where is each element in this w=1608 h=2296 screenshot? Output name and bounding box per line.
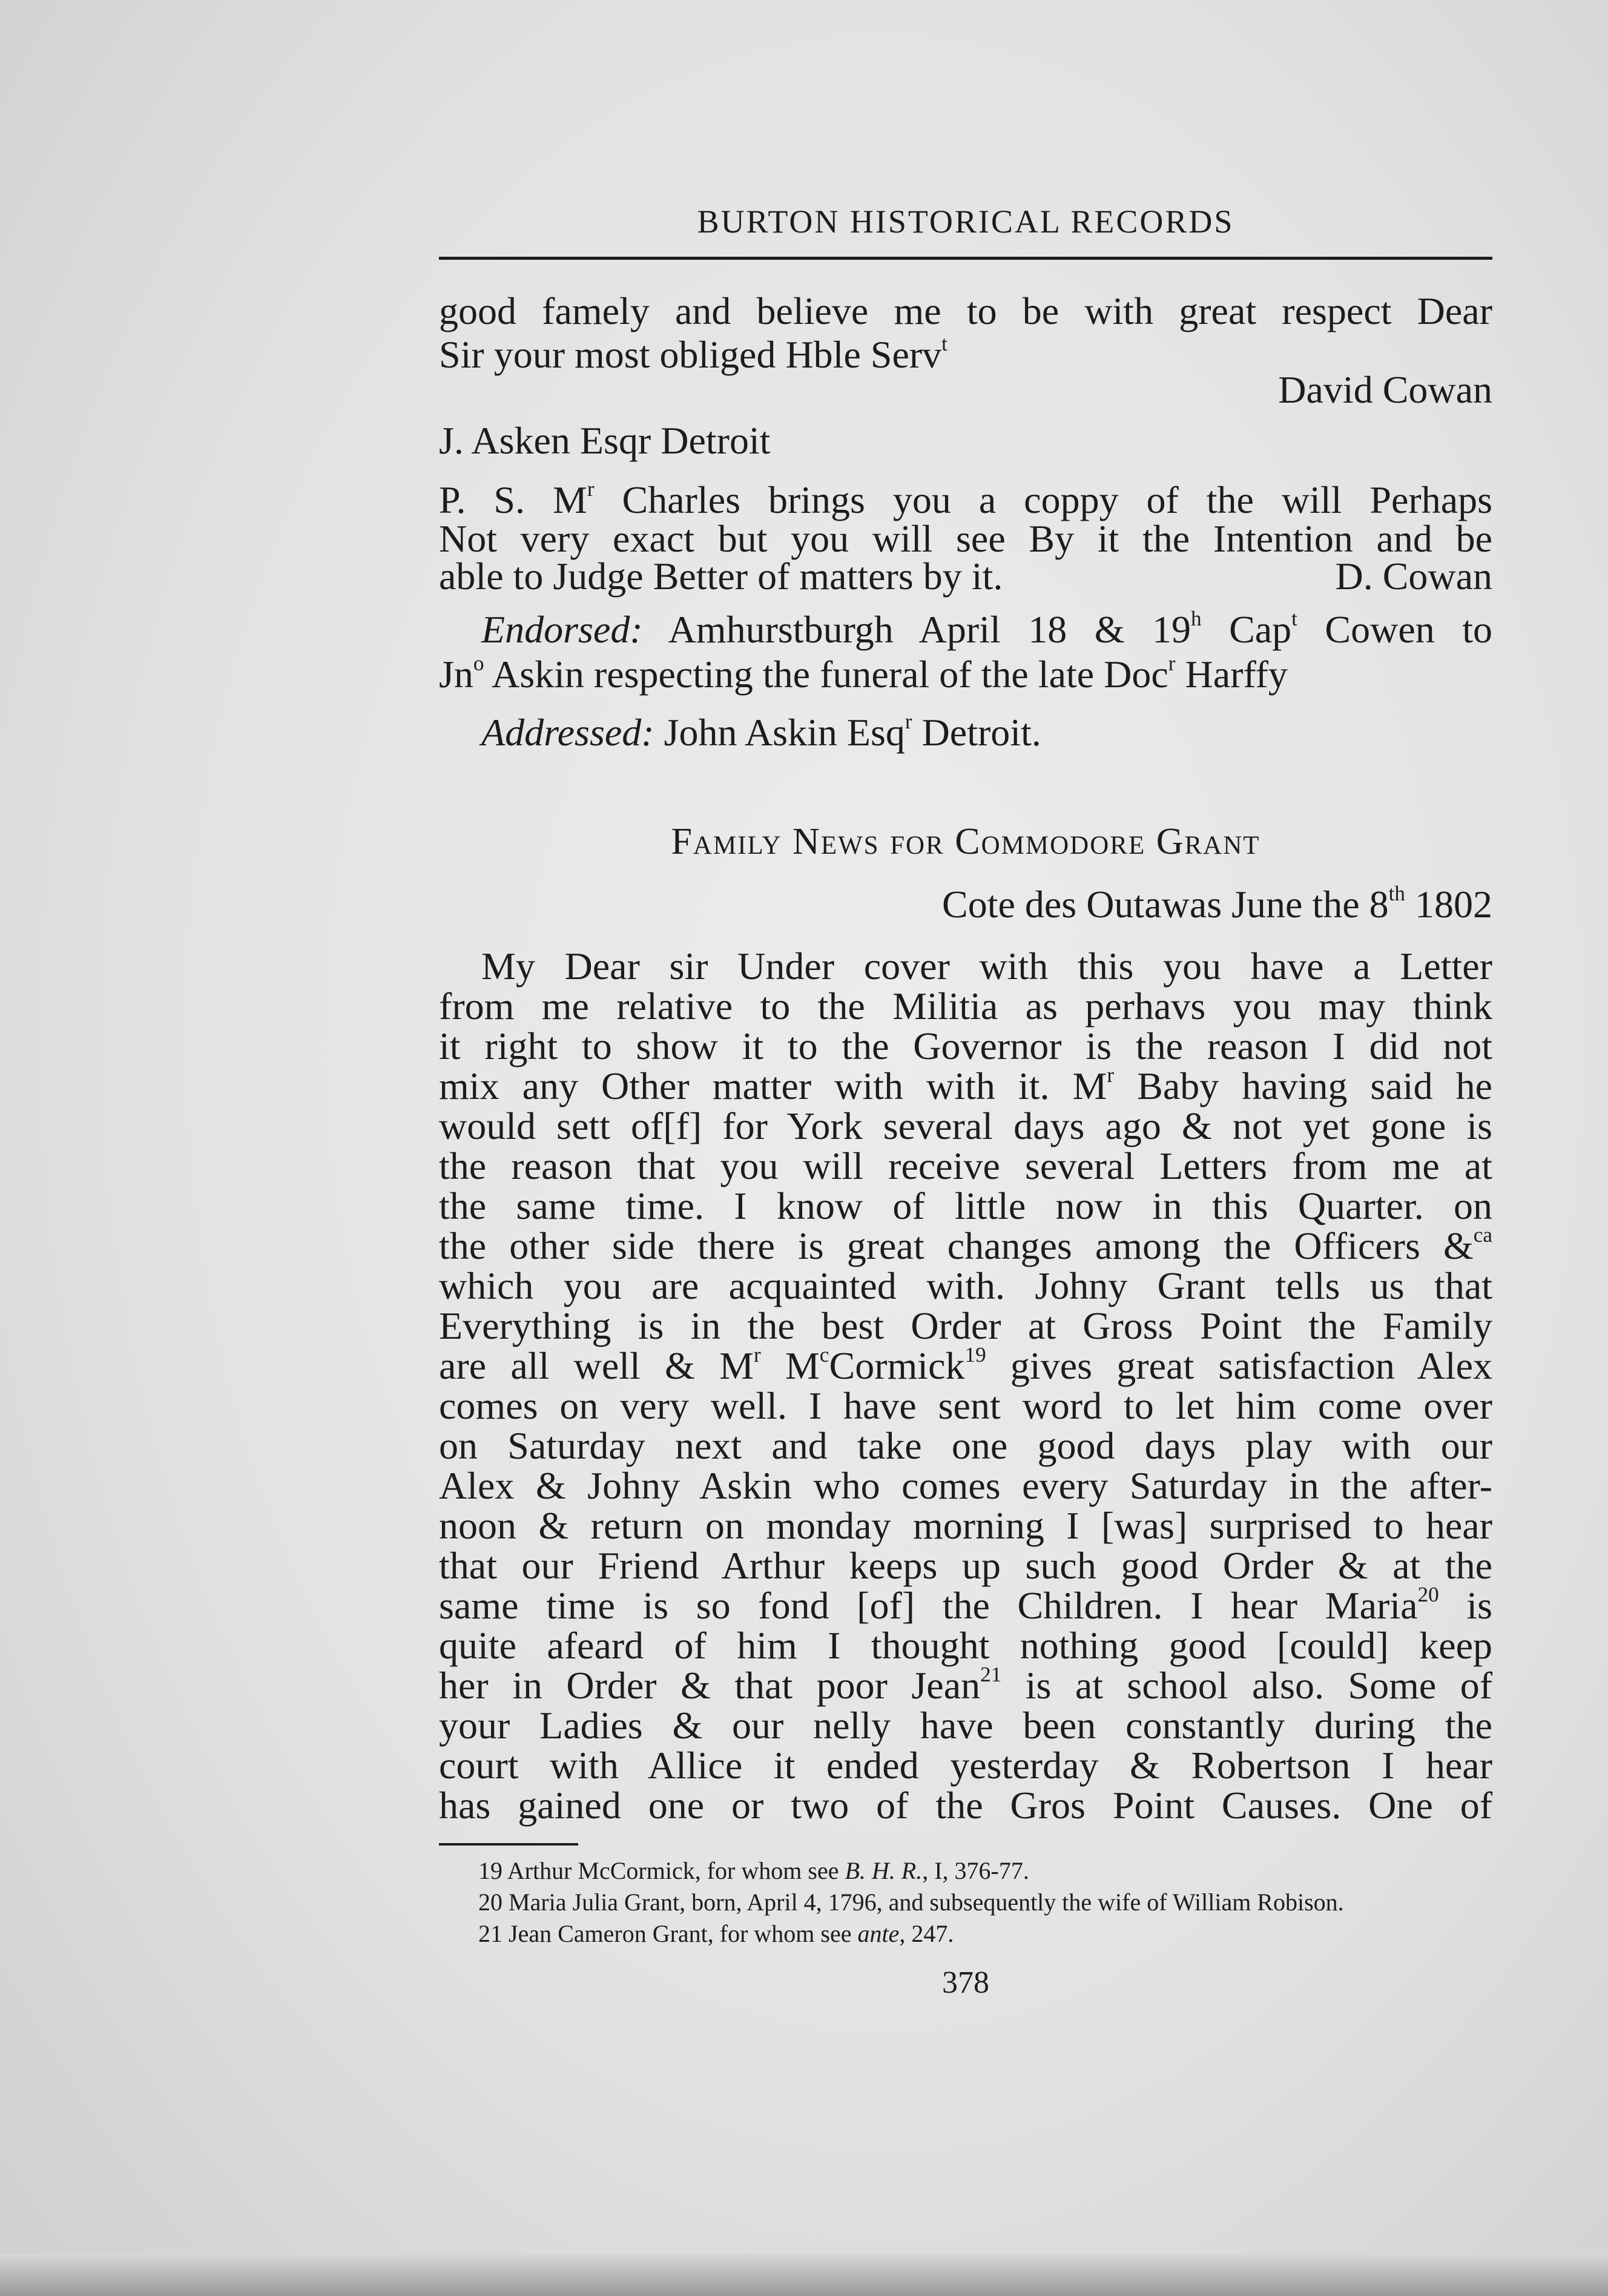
- letter-line: same time is so fond [of] the Children. I hear Maria$^{20}$ is: [439, 1582, 1493, 1627]
- footnote-ref[interactable]: 19: [964, 1342, 986, 1367]
- footnote-ref[interactable]: 21: [980, 1662, 1002, 1686]
- letter-line: which you are acquainted with. Johny Grant tells us that: [439, 1264, 1492, 1307]
- postscript-line: able to Judge Better of matters by it.: [439, 555, 1003, 598]
- running-head: BURTON HISTORICAL RECORDS: [697, 203, 1234, 240]
- letter-line: good famely and believe me to be with great respect Dear: [439, 289, 1492, 332]
- letter-line: noon & return on monday morning I [was] surprised to hear: [439, 1504, 1492, 1547]
- header-rule: [439, 257, 1492, 260]
- letter-line: Everything is in the best Order at Gross Point the Family: [439, 1304, 1492, 1347]
- letter-line: Sir your most obliged Hble Serv$^t$: [439, 331, 947, 376]
- letter-line: My Dear sir Under cover with this you have a Letter: [481, 945, 1492, 988]
- letter-line: are all well & $M^r$ $M^cCormick^{19}$ gives great satisfaction Alex: [439, 1342, 1493, 1387]
- letter-line: would sett of[f] for York several days ago & not yet gone is: [439, 1104, 1492, 1147]
- letter-line: mix any Other matter with with it. $M^r$ Baby having said he: [439, 1063, 1493, 1107]
- letter-line: Alex & Johny Askin who comes every Saturday in the after-: [439, 1464, 1492, 1507]
- footnote-20: 20 Maria Julia Grant, born, April 4, 1796, and subsequently the wife of William Robison.: [478, 1889, 1344, 1916]
- letter-line: quite afeard of him I thought nothing good [could] keep: [439, 1624, 1492, 1667]
- postscript-line: P. S. $M^r$ Charles brings you a coppy of the will Perhaps: [439, 477, 1493, 521]
- endorsement-line: Endorsed: Amhurstburgh April 18 & 19$^h$ Cap$^t$ Cowen to: [481, 606, 1493, 651]
- letter-line: her in Order & that poor Jean$^{21}$ is at school also. Some of: [439, 1662, 1492, 1707]
- letter-line: your Ladies & our nelly have been constantly during the: [439, 1704, 1492, 1747]
- letter-line: it right to show it to the Governor is the reason I did not: [439, 1024, 1492, 1067]
- dateline: Cote des Outawas June the 8th 1802: [942, 881, 1492, 926]
- endorsement-line: Jn$^o$ Askin respecting the funeral of the late Doc$^r$ Harffy: [439, 651, 1288, 696]
- page-number: 378: [942, 1965, 989, 2000]
- section-title: Family News for Commodore Grant: [671, 821, 1260, 862]
- letter-line: comes on very well. I have sent word to let him come over: [439, 1384, 1492, 1427]
- letter-line: court with Allice it ended yesterday & Robertson I hear: [439, 1744, 1492, 1787]
- footnote-21: 21 Jean Cameron Grant, for whom see ante, 247.: [478, 1920, 954, 1947]
- letter-line: the other side there is great changes among the Officers &$^{ca}$: [439, 1222, 1492, 1267]
- postscript-line: Not very exact but you will see By it the Intention and be: [439, 517, 1492, 560]
- letter-line: that our Friend Arthur keeps up such good Order & at the: [439, 1544, 1492, 1587]
- footnote-19: 19 Arthur McCormick, for whom see B. H. R., I, 376-77.: [478, 1857, 1029, 1884]
- letter-line: from me relative to the Militia as perhavs you may think: [439, 985, 1492, 1028]
- letter-line: the reason that you will receive several Letters from me at: [439, 1144, 1492, 1187]
- footnote-ref[interactable]: 20: [1417, 1582, 1439, 1606]
- signature: David Cowan: [1278, 368, 1492, 411]
- address-line: Addressed: John Askin Esq$^r$ Detroit.: [481, 709, 1041, 754]
- letter-line: on Saturday next and take one good days play with our: [439, 1424, 1492, 1467]
- letter-line: has gained one or two of the Gros Point Causes. One of: [439, 1784, 1492, 1827]
- footnote-rule: [439, 1843, 578, 1846]
- recipient-line: J. Asken Esqr Detroit: [439, 419, 771, 462]
- letter-line: the same time. I know of little now in this Quarter. on: [439, 1184, 1492, 1227]
- postscript-signature: D. Cowan: [1335, 555, 1492, 598]
